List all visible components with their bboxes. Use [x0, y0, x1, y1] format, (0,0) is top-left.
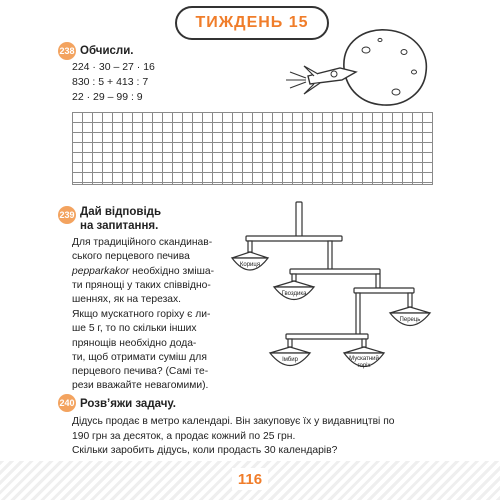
italic-word: pepparkakor — [72, 265, 130, 277]
text-line: ше 5 г, то по скільки інших — [72, 323, 197, 335]
hanger — [328, 241, 332, 271]
pan-strings — [274, 281, 314, 287]
hanger — [288, 339, 292, 347]
fourth-beam — [286, 334, 368, 339]
label-pepper: Перець — [399, 317, 421, 323]
text-line: 190 грн за десяток, а продає кожний по 25 грн. — [72, 430, 296, 442]
pan-strings — [390, 307, 430, 313]
text-line: шеннях, як на терезах. — [72, 294, 182, 306]
second-beam — [290, 269, 380, 274]
task-239-title-line2: на запитання. — [80, 220, 159, 232]
hanger — [248, 241, 252, 252]
task-239-title-line1: Дай відповідь — [80, 206, 162, 218]
label-cinnamon: Кориця — [239, 262, 261, 268]
expression-1: 224 · 30 – 27 · 16 — [72, 61, 155, 73]
hanger — [356, 293, 360, 335]
expression-3: 22 · 29 – 99 : 9 — [72, 91, 143, 103]
pan-strings — [232, 252, 268, 258]
text-line: ти прянощі у таких співвідно- — [72, 279, 211, 291]
text-line: ти, щоб отримати суміш для — [72, 351, 207, 363]
text-span: необхідно зміша- — [129, 265, 215, 277]
hanger — [362, 339, 366, 347]
task-239-number: 239 — [58, 206, 76, 224]
text-line: прянощів необхідно дода- — [72, 337, 197, 349]
text-line — [72, 265, 232, 279]
text-line: рези вважайте невагомими). — [72, 380, 209, 392]
label-nutmeg-line2: горіх — [357, 363, 371, 369]
text-line: перцевого печива? (Самі те- — [72, 366, 209, 378]
hanger — [292, 274, 296, 281]
paragraph-problem — [72, 415, 472, 459]
task-240-number: 240 — [58, 394, 76, 412]
pan-strings — [344, 347, 384, 353]
text-line: Дідусь продає в метро календарі. Він закуповує їх у видавництві по — [72, 416, 395, 427]
task-238-number: 238 — [58, 42, 76, 60]
text-line: Для традиційного скандинав- — [72, 237, 213, 248]
page-number-box — [232, 468, 268, 490]
label-nutmeg-line1: Мускатний — [349, 356, 379, 362]
hanger — [408, 293, 412, 307]
top-stand — [296, 202, 302, 238]
third-beam — [354, 288, 414, 293]
label-clove: Гвоздика — [281, 291, 307, 297]
label-ginger: Імбир — [282, 357, 298, 363]
moon-rocket-illustration — [284, 22, 434, 108]
text-line: Скільки заробить дідусь, коли продасть 30 календарів? — [72, 445, 338, 456]
balance-scale-diagram — [230, 198, 445, 386]
paragraph-question — [72, 308, 232, 394]
page-number: 116 — [237, 470, 263, 488]
pan-strings — [270, 347, 310, 353]
hanger — [376, 274, 380, 288]
text-line: Якщо мускатного горіху є ли- — [72, 309, 211, 320]
task-238-title: Обчисли. — [80, 45, 134, 57]
paragraph-recipe — [72, 236, 232, 307]
week-title: ТИЖДЕНЬ 15 — [195, 14, 309, 31]
answer-grid[interactable] — [72, 112, 433, 185]
text-line: ського перцевого печива — [72, 251, 190, 263]
task-240-title: Розв’яжи задачу. — [80, 398, 176, 410]
top-beam — [246, 236, 342, 241]
expression-2: 830 : 5 + 413 : 7 — [72, 76, 149, 88]
